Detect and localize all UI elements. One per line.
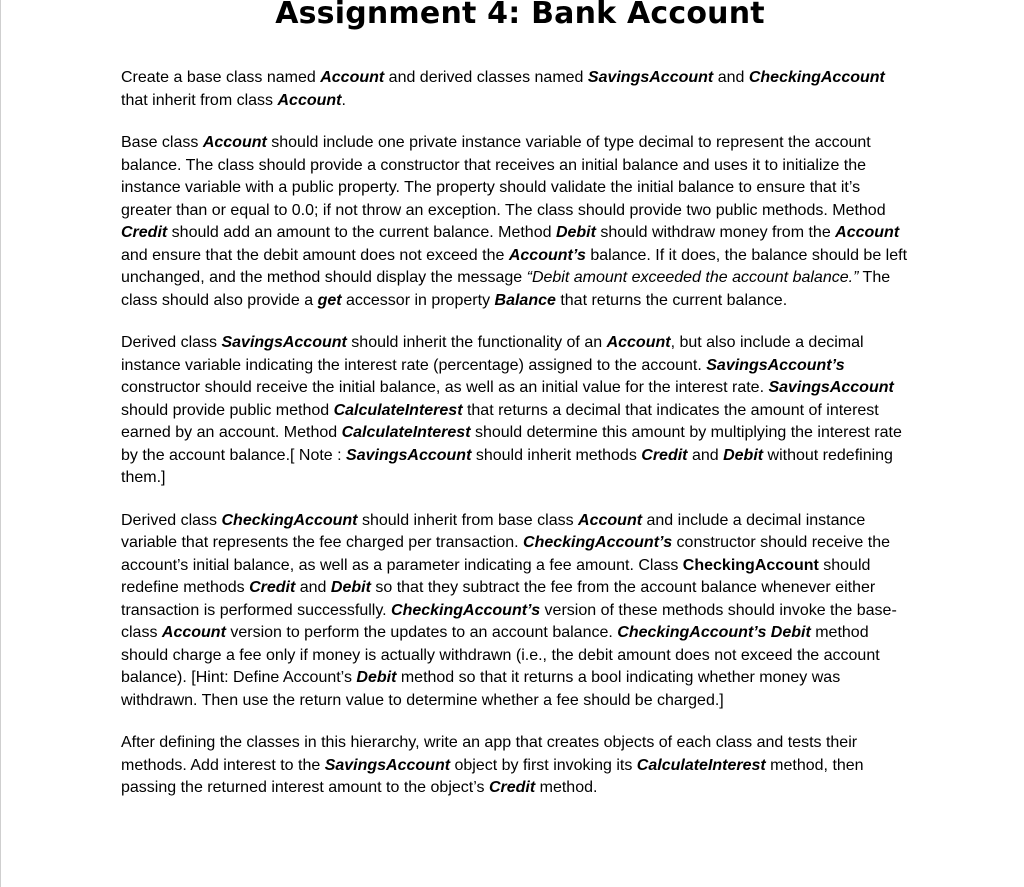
text-run: method, then passing the returned interest amount to the object’s: [121, 756, 864, 796]
text-run: should determine this amount by multiplying the interest rate by the account balance.[ Note :: [121, 424, 902, 464]
emphasis-term: CheckingAccount: [748, 69, 885, 86]
text-run: The class should also provide a: [121, 269, 891, 309]
text-run: and: [295, 579, 331, 596]
emphasis-term: Account: [202, 134, 267, 151]
text-run: should redefine methods: [121, 556, 871, 596]
paragraph-base-class-account: [121, 132, 911, 312]
text-run: should inherit from base class: [357, 511, 579, 529]
page-title: Assignment 4: Bank Account: [275, 0, 765, 31]
emphasis-term: CheckingAccount’s Debit: [617, 624, 811, 641]
emphasis-term: Debit: [330, 579, 371, 596]
text-run: and: [713, 69, 749, 86]
text-run: balance. If it does, the balance should be left unchanged, and the method should display the message: [121, 246, 908, 286]
document-body: [121, 67, 911, 820]
paragraph-savings-account: [121, 332, 911, 490]
paragraph-app-instructions: [121, 732, 911, 800]
text-run: should withdraw money from the: [595, 224, 836, 241]
text-run: .: [341, 91, 346, 109]
emphasis-term: SavingsAccount: [221, 334, 347, 351]
text-run: , but also include a decimal instance variable indicating the interest rate (percentage) assigned to the account.: [121, 334, 864, 374]
text-run: constructor should receive the account’s initial balance, as well as a parameter indicating a fee amount. Class: [121, 534, 890, 574]
italic-quote: “Debit amount exceeded the account balance.”: [526, 269, 859, 286]
text-run: so that they subtract the fee from the account balance whenever either transaction is performed successfully.: [121, 579, 876, 619]
text-run: accessor in property: [341, 291, 495, 309]
emphasis-term: Account: [161, 624, 226, 641]
text-run: without redefining them.]: [121, 446, 893, 486]
emphasis-term: SavingsAccount’s: [706, 356, 845, 374]
emphasis-term: get: [317, 291, 342, 309]
emphasis-term: CheckingAccount: [221, 511, 358, 529]
text-run: method so that it returns a bool indicating whether money was withdrawn. Then use the return value to determine whether a fee should be charged.]: [121, 669, 841, 709]
emphasis-term: Debit: [723, 446, 764, 464]
text-run: object by first invoking its: [450, 756, 637, 774]
text-run: that returns a decimal that indicates the amount of interest earned by an account. Method: [121, 401, 879, 441]
page-left-border: [0, 0, 1, 887]
emphasis-term: Account: [578, 511, 643, 529]
text-run: constructor should receive the initial balance, as well as an initial value for the interest rate.: [121, 379, 769, 396]
text-run: and derived classes named: [384, 69, 588, 86]
text-run: Create a base class named: [121, 69, 321, 86]
emphasis-term: CalculateInterest: [333, 401, 463, 419]
emphasis-term: Credit: [249, 579, 296, 596]
emphasis-term: CheckingAccount’s: [391, 601, 541, 619]
text-run: method should charge a fee only if money is actually withdrawn (i.e., the debit amount does not exceed the account balance). [Hint: Define Account’s: [121, 624, 880, 686]
text-run: should provide public method: [121, 401, 334, 419]
text-run: After defining the classes in this hierarchy, write an app that creates objects of each class and tests their methods. Add interest to the: [121, 734, 858, 774]
emphasis-term: CalculateInterest: [341, 424, 471, 441]
emphasis-term: Account: [606, 334, 671, 351]
text-run: Base class: [121, 134, 203, 151]
text-run: should add an amount to the current balance. Method: [167, 224, 556, 241]
text-run: and: [687, 446, 724, 464]
text-run: Derived class: [121, 334, 222, 351]
text-run: version of these methods should invoke the base-class: [121, 601, 897, 641]
emphasis-term: SavingsAccount: [324, 756, 451, 774]
text-run: should inherit the functionality of an: [346, 334, 607, 351]
text-run: should inherit methods: [471, 446, 642, 464]
emphasis-term: Credit: [488, 779, 536, 796]
emphasis-term: Account: [320, 69, 385, 86]
text-run: that returns the current balance.: [555, 291, 788, 309]
emphasis-term: SavingsAccount: [768, 379, 894, 396]
text-run: method.: [535, 779, 598, 796]
emphasis-term: Credit: [641, 446, 688, 464]
emphasis-term: Balance: [494, 291, 556, 309]
emphasis-term: Account: [835, 224, 900, 241]
text-run: that inherit from class: [121, 91, 278, 109]
text-run: and ensure that the debit amount does not exceed the: [121, 246, 509, 264]
emphasis-term: SavingsAccount: [587, 69, 714, 86]
emphasis-term: Account’s: [508, 246, 586, 264]
text-run: version to perform the updates to an account balance.: [225, 624, 618, 641]
paragraph-intro: [121, 67, 911, 112]
text-run: should include one private instance variable of type decimal to represent the account balance. The class should provide a constructor that receives an initial balance and uses it to initialize the instance variable with a public property. The property should validate the initial balance to ensure that it’s greater than or equal to 0.0; if not throw an exception. The class should provide two public methods. Method: [121, 134, 886, 219]
bold-term: CheckingAccount: [682, 556, 819, 574]
emphasis-term: Credit: [121, 224, 168, 241]
text-run: and include a decimal instance variable that represents the fee charged per transaction.: [121, 511, 866, 551]
emphasis-term: Debit: [356, 669, 397, 686]
emphasis-term: SavingsAccount: [346, 446, 472, 464]
emphasis-term: Account: [277, 91, 342, 109]
text-run: Derived class: [121, 511, 222, 529]
emphasis-term: CheckingAccount’s: [523, 534, 673, 551]
emphasis-term: CalculateInterest: [636, 756, 766, 774]
paragraph-checking-account: [121, 510, 911, 713]
emphasis-term: Debit: [555, 224, 596, 241]
